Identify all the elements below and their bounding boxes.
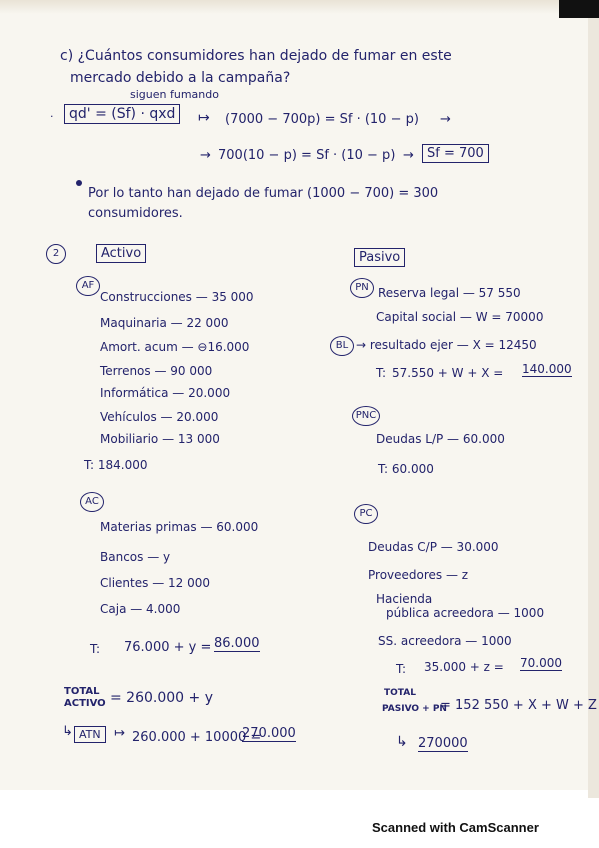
pnc-badge: PNC	[352, 406, 380, 426]
bl-badge: BL	[330, 336, 354, 356]
final-value: 270000	[418, 736, 468, 751]
af-item: Construcciones — 35 000	[100, 290, 254, 304]
af-item: Vehículos — 20.000	[100, 410, 219, 424]
page-top-shadow	[0, 0, 599, 14]
atn-arrow-2: ↦	[114, 726, 125, 741]
scanner-watermark: Scanned with CamScanner	[372, 820, 539, 835]
ac-badge: AC	[80, 492, 104, 512]
af-item: Informática — 20.000	[100, 386, 231, 400]
ac-item: Bancos — y	[100, 550, 171, 564]
pc-total-label: T:	[396, 662, 407, 676]
pc-item: Proveedores — z	[368, 568, 469, 582]
equation-1: (7000 − 700p) = Sf · (10 − p)	[225, 112, 419, 127]
atn-expr: 260.000 + 10000 =	[132, 730, 262, 745]
bl-item: → resultado ejer — X = 12450	[356, 338, 537, 352]
ac-total-expr: 76.000 + y =	[124, 640, 212, 655]
atn-label: ATN	[74, 726, 106, 743]
pn-total-value: 140.000	[522, 362, 572, 376]
af-item: Maquinaria — 22 000	[100, 316, 229, 330]
af-item: Amort. acum — ⊖16.000	[100, 340, 250, 354]
atn-value: 270.000	[242, 726, 296, 741]
atn-arrow: ↳	[62, 724, 73, 739]
arrow-2: →	[440, 112, 451, 127]
total-activo-expr: = 260.000 + y	[110, 690, 213, 706]
pn-item: Capital social — W = 70000	[376, 310, 544, 324]
pc-item: SS. acreedora — 1000	[378, 634, 512, 648]
af-item: Mobiliario — 13 000	[100, 432, 220, 446]
pc-badge: PC	[354, 504, 378, 524]
af-badge: AF	[76, 276, 100, 296]
pn-item: Reserva legal — 57 550	[378, 286, 521, 300]
conclusion-line-1: Por lo tanto han dejado de fumar (1000 − 700) = 300	[88, 186, 439, 201]
pnc-item: Deudas L/P — 60.000	[376, 432, 505, 446]
total-activo-label-1: TOTAL	[64, 686, 100, 697]
af-total: T: 184.000	[84, 458, 148, 472]
ac-item: Materias primas — 60.000	[100, 520, 259, 534]
conclusion-bullet	[76, 180, 82, 186]
pnc-total: T: 60.000	[378, 462, 434, 476]
pn-total-expr: 57.550 + W + X =	[392, 366, 504, 380]
pc-item: Deudas C/P — 30.000	[368, 540, 499, 554]
arrow-1: ↦	[198, 110, 210, 126]
ac-item: Caja — 4.000	[100, 602, 181, 616]
page-edge	[588, 18, 599, 798]
equation-box-1: qd' = (Sf) · qxd	[64, 104, 180, 124]
binder-clip	[559, 0, 599, 18]
arrow-4: →	[403, 148, 414, 163]
ac-total-label: T:	[90, 642, 101, 656]
equation-box-2: Sf = 700	[422, 144, 489, 163]
total-pasivo-label-2: PASIVO + PN	[382, 704, 447, 714]
pc-total-value: 70.000	[520, 656, 562, 670]
ac-total-value: 86.000	[214, 636, 260, 651]
activo-header: Activo	[96, 244, 146, 263]
total-pasivo-label-1: TOTAL	[384, 688, 416, 698]
pasivo-header: Pasivo	[354, 248, 405, 267]
section-number: 2	[46, 244, 66, 264]
final-arrow: ↳	[396, 734, 408, 750]
total-activo-label-2: ACTIVO	[64, 698, 106, 709]
question-line-2: mercado debido a la campaña?	[70, 70, 291, 86]
arrow-3: →	[200, 148, 211, 163]
question-line-1: c) ¿Cuántos consumidores han dejado de fumar en este	[60, 48, 452, 64]
pn-total-label: T:	[376, 366, 387, 380]
pc-item: pública acreedora — 1000	[386, 606, 545, 620]
conclusion-line-2: consumidores.	[88, 206, 183, 221]
pc-total-expr: 35.000 + z =	[424, 660, 504, 674]
ac-item: Clientes — 12 000	[100, 576, 210, 590]
pn-badge: PN	[350, 278, 374, 298]
bullet-dot-text: ·	[50, 110, 54, 123]
question-insert: siguen fumando	[130, 88, 219, 101]
pc-item: Hacienda	[376, 592, 433, 606]
af-item: Terrenos — 90 000	[100, 364, 213, 378]
total-pasivo-expr: = 152 550 + X + W + Z	[440, 698, 597, 713]
equation-2: 700(10 − p) = Sf · (10 − p)	[218, 148, 396, 163]
